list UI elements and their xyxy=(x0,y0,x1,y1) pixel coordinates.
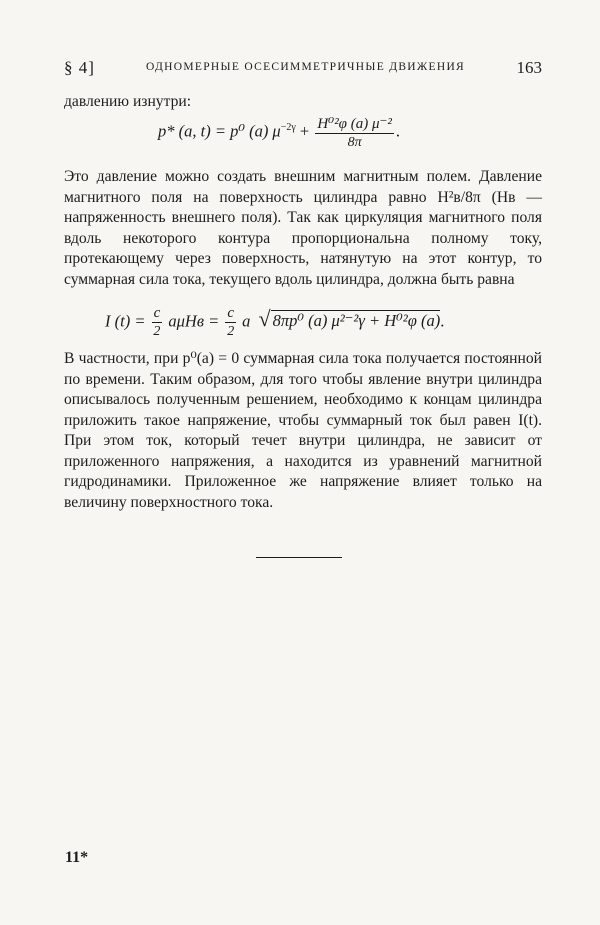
eq1-period: . xyxy=(395,121,401,141)
page-number: 163 xyxy=(516,58,542,77)
eq2-fraction-1 xyxy=(152,305,163,340)
equation-current xyxy=(105,305,495,345)
sqrt-icon: √ xyxy=(258,306,271,332)
eq2-den-1: 2 xyxy=(153,324,161,339)
signature-mark: 11* xyxy=(65,849,89,866)
paragraph-magnetic-pressure: Это давление можно создать внешним магнитным полем. Давление магнитного поля на поверхность цилиндра равно H²в/8π (Hв — напряженность внешнего поля). Так как циркуляция магнитного поля вдоль некоторого контура пропорциональна полному току, протекающему через поверхность, натянутую на этот контур, то суммарная сила тока, текущего вдоль цилиндра, должна быть равна xyxy=(64,168,542,288)
eq1-denominator: 8π xyxy=(347,135,362,150)
section-end-rule xyxy=(256,557,342,558)
eq2-den-2: 2 xyxy=(227,324,235,339)
eq1-numerator: H⁰²φ (a) μ⁻² xyxy=(317,116,392,132)
running-title: ОДНОМЕРНЫЕ ОСЕСИММЕТРИЧНЫЕ ДВИЖЕНИЯ xyxy=(146,61,466,73)
eq2-num-2: c xyxy=(227,305,235,321)
eq1-lhs: p* (a, t) = p⁰ (a) μ xyxy=(158,121,281,141)
paragraph-conclusion: В частности, при p⁰(a) = 0 суммарная сила тока получается постоянной по времени. Таким образом, для того чтобы явление внутри цилиндра описывалось полученным решением, необходимо к концам цилиндра приложить такое напряжение, чтобы суммарный ток был равен I(t). При этом ток, который течет внутри цилиндра, не зависит от приложенного напряжения, а находится из уравнений магнитной гидродинамики. Приложенное же напряжение влияет только на величину поверхностного тока. xyxy=(64,350,542,511)
eq2-num-1: c xyxy=(153,305,161,321)
eq2-period: . xyxy=(440,311,445,331)
eq1-fraction xyxy=(315,114,394,151)
eq2-middle: aμHв = xyxy=(164,311,224,331)
eq2-fraction-2 xyxy=(225,305,236,340)
eq2-a: a xyxy=(238,311,255,331)
eq1-exponent: −2γ xyxy=(280,121,296,133)
eq2-radicand: 8πp⁰ (a) μ²⁻²γ + H⁰²φ (a) xyxy=(272,311,441,331)
eq1-plus: + xyxy=(295,121,314,141)
running-header xyxy=(64,58,542,82)
paragraph-intro: давлению изнутри: xyxy=(64,93,192,110)
section-mark: § 4] xyxy=(64,58,95,77)
eq2-lhs: I (t) = xyxy=(105,311,150,331)
equation-pressure xyxy=(158,114,448,160)
